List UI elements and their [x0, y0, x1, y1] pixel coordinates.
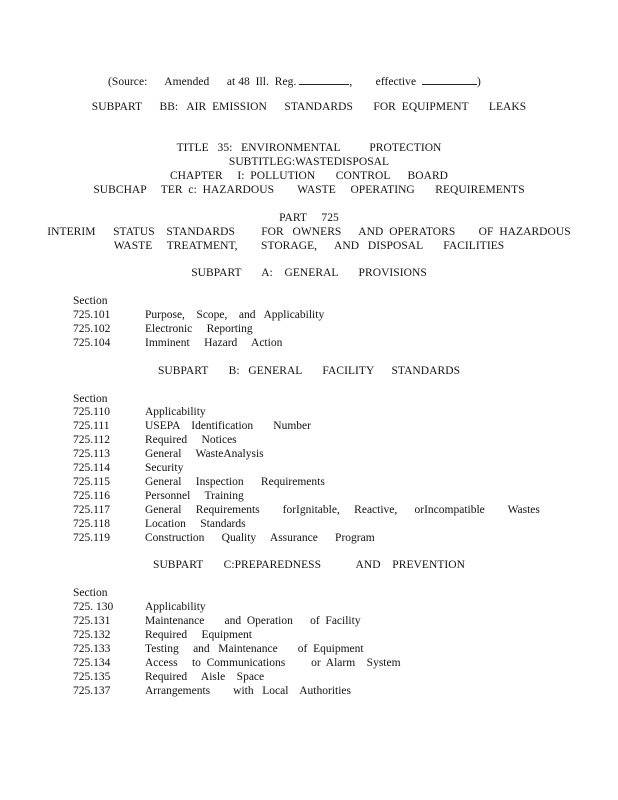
section-title: General Requirements forIgnitable, Reactive, orIncompatible Wastes — [145, 504, 540, 516]
subtitle-line: SUBTITLEG:WASTEDISPOSAL — [228, 156, 390, 168]
toc-row[interactable] — [73, 532, 613, 546]
section-title: Access to Communications or Alarm System — [145, 657, 401, 669]
section-title: USEPA Identification Number — [145, 420, 311, 432]
toc-row[interactable] — [73, 462, 613, 476]
chapter-line: CHAPTER I: POLLUTION CONTROL BOARD — [169, 170, 449, 182]
source-note-close: ) — [477, 76, 481, 88]
section-title: Construction Quality Assurance Program — [145, 532, 375, 544]
source-note-open: (Source: Amended at 48 Ill. Reg. — [108, 76, 297, 88]
toc-row[interactable] — [73, 615, 613, 629]
section-title: Personnel Training — [145, 490, 244, 502]
part-title-line-1: INTERIM STATUS STANDARDS FOR OWNERS AND OPERATORS OF HAZARDOUS — [47, 226, 571, 238]
toc-row[interactable] — [73, 643, 613, 657]
toc-row[interactable] — [73, 601, 613, 615]
section-number: 725.111 — [73, 420, 110, 432]
section-title: Testing and Maintenance of Equipment — [145, 643, 364, 655]
section-number: 725.114 — [73, 462, 110, 474]
section-number: 725.110 — [73, 406, 110, 418]
section-title: Imminent Hazard Action — [145, 337, 283, 349]
section-number: 725.112 — [73, 434, 110, 446]
section-number: 725.116 — [73, 490, 110, 502]
section-title: General Inspection Requirements — [145, 476, 325, 488]
toc-row[interactable] — [73, 685, 613, 699]
section-title: Maintenance and Operation of Facility — [145, 615, 361, 627]
toc-row[interactable] — [73, 671, 613, 685]
subpart-c-heading: SUBPART C:PREPAREDNESS AND PREVENTION — [153, 559, 465, 571]
section-title: General WasteAnalysis — [145, 448, 264, 460]
section-title: Purpose, Scope, and Applicability — [145, 309, 325, 321]
section-title: Required Notices — [145, 434, 237, 446]
toc-row[interactable] — [73, 504, 613, 518]
section-number: 725.132 — [73, 629, 111, 641]
toc-row[interactable] — [73, 420, 613, 434]
toc-row[interactable] — [73, 476, 613, 490]
section-number: 725. 130 — [73, 601, 114, 613]
section-label: Section — [73, 587, 108, 599]
effective-blank — [422, 74, 477, 85]
toc-row[interactable] — [73, 323, 613, 337]
section-title: Location Standards — [145, 518, 246, 530]
toc-row[interactable] — [73, 406, 613, 420]
section-number: 725.135 — [73, 671, 111, 683]
toc-row[interactable] — [73, 309, 613, 323]
title-line: TITLE 35: ENVIRONMENTAL PROTECTION — [176, 142, 442, 154]
toc-row[interactable] — [73, 490, 613, 504]
section-number: 725.119 — [73, 532, 110, 544]
section-title: Electronic Reporting — [145, 323, 253, 335]
section-number: 725.131 — [73, 615, 111, 627]
section-title: Arrangements with Local Authorities — [145, 685, 352, 697]
section-number: 725.134 — [73, 657, 111, 669]
toc-row[interactable] — [73, 657, 613, 671]
section-title: Security — [145, 462, 184, 474]
section-label: Section — [73, 393, 108, 405]
section-number: 725.115 — [73, 476, 110, 488]
toc-row[interactable] — [73, 434, 613, 448]
section-number: 725.104 — [73, 337, 111, 349]
section-label: Section — [73, 295, 108, 307]
reg-blank — [299, 74, 349, 85]
section-number: 725.118 — [73, 518, 110, 530]
subpart-bb-heading: SUBPART BB: AIR EMISSION STANDARDS FOR EQUIPMENT LEAKS — [91, 101, 527, 113]
subpart-a-heading: SUBPART A: GENERAL PROVISIONS — [191, 267, 427, 279]
toc-row[interactable] — [73, 518, 613, 532]
section-number: 725.102 — [73, 323, 111, 335]
toc-row[interactable] — [73, 448, 613, 462]
section-number: 725.133 — [73, 643, 111, 655]
section-number: 725.113 — [73, 448, 110, 460]
subpart-b-heading: SUBPART B: GENERAL FACILITY STANDARDS — [157, 365, 461, 377]
source-note — [108, 74, 481, 89]
section-title: Required Aisle Space — [145, 671, 265, 683]
part-title-line-2: WASTE TREATMENT, STORAGE, AND DISPOSAL FACILITIES — [113, 240, 505, 252]
section-title: Applicability — [145, 601, 206, 613]
section-number: 725.101 — [73, 309, 111, 321]
section-number: 725.117 — [73, 504, 110, 516]
section-number: 725.137 — [73, 685, 111, 697]
subchapter-line: SUBCHAP TER c: HAZARDOUS WASTE OPERATING REQUIREMENTS — [93, 184, 525, 196]
part-line: PART 725 — [279, 212, 339, 224]
toc-row[interactable] — [73, 629, 613, 643]
toc-row[interactable] — [73, 337, 613, 351]
source-note-mid: , effective — [349, 76, 417, 88]
section-title: Applicability — [145, 406, 206, 418]
section-title: Required Equipment — [145, 629, 252, 641]
